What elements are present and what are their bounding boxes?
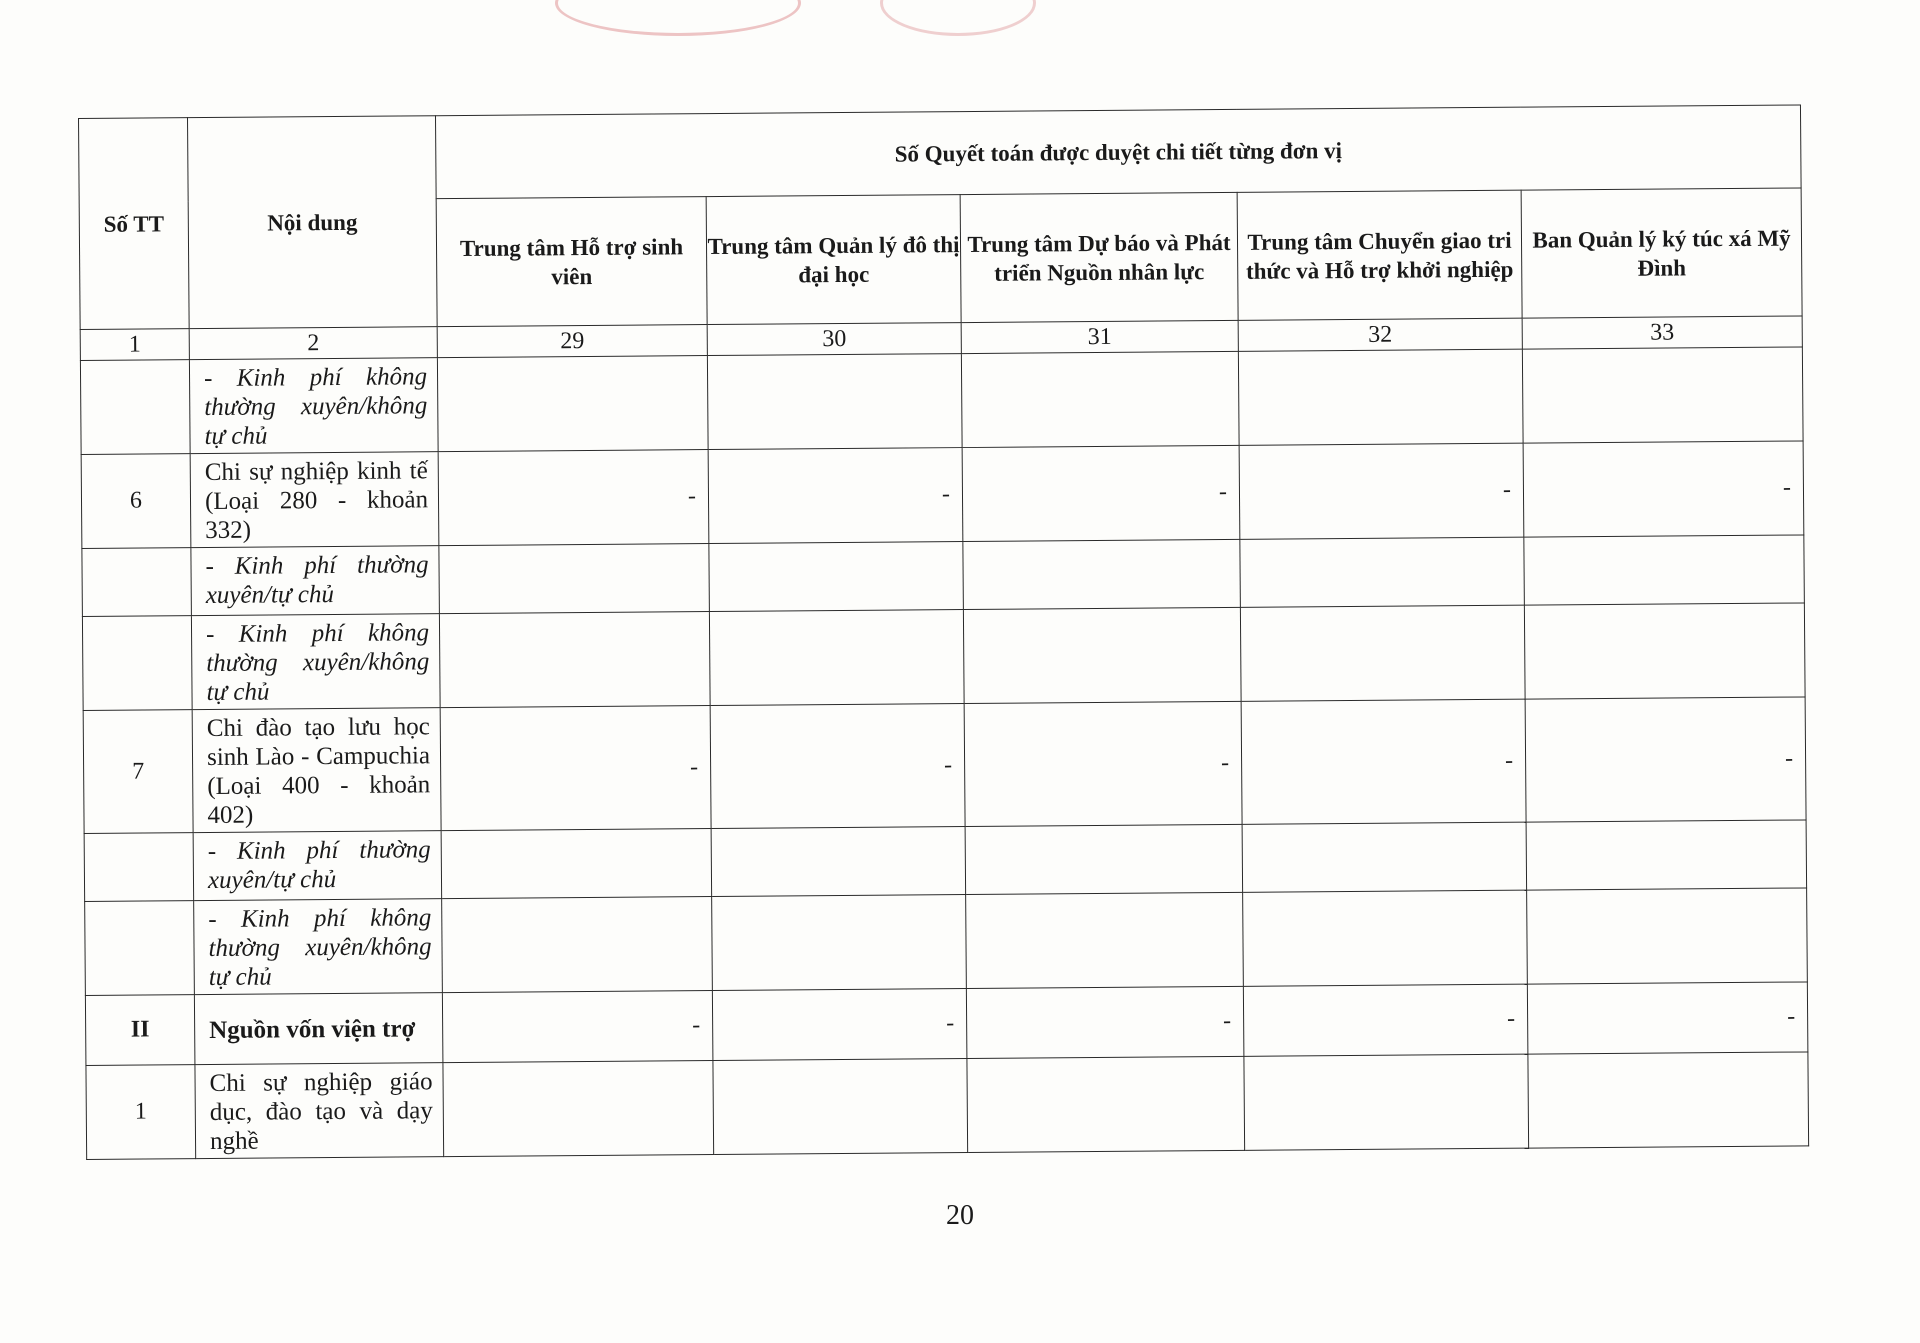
row-value: - [1239,443,1524,539]
row-value [707,354,962,450]
table-row [85,982,1808,1066]
row-value [965,824,1243,894]
row-value [1243,890,1528,986]
row-value [961,351,1239,447]
row-value: - [1523,441,1804,537]
row-value [1522,347,1803,443]
row-content: Chi đào tạo lưu học sinh Lào - Campuchia (Loại 400 - khoản 402) [192,708,441,833]
table-row [83,697,1806,834]
column-number: 31 [961,320,1238,353]
header-stt: Số TT [79,118,190,330]
row-value [1526,820,1807,890]
row-value: - [1525,697,1806,822]
header-unit: Trung tâm Chuyển giao tri thức và Hỗ trợ khởi nghiệp [1237,191,1522,321]
row-value [441,829,712,899]
row-value [1528,1052,1809,1148]
row-value [1240,537,1525,607]
row-content: - Kinh phí không thường xuyên/không tự chủ [191,614,440,710]
table-row [81,441,1804,549]
row-stt [80,360,190,455]
row-stt: 7 [83,710,193,834]
row-value [711,827,966,897]
header-unit: Trung tâm Quản lý đô thị đại học [706,195,961,325]
column-number: 33 [1522,316,1802,349]
row-value: - [712,989,967,1061]
column-number: 30 [707,323,961,356]
table-row [82,603,1805,711]
header-noi-dung: Nội dung [188,116,438,329]
table-body [80,347,1808,1160]
row-stt: 6 [81,454,191,549]
row-value [967,1056,1245,1152]
row-value: - [438,450,709,546]
row-value: - [1241,699,1526,824]
column-number: 32 [1238,318,1522,351]
row-stt: II [85,995,195,1066]
table-row [85,888,1808,996]
row-value: - [1243,984,1528,1056]
column-number: 2 [189,327,437,360]
row-content: Chi sự nghiệp kinh tế (Loại 280 - khoản 332) [190,452,439,548]
row-content: - Kinh phí không thường xuyên/không tự chủ [189,358,438,454]
row-content: - Kinh phí không thường xuyên/không tự chủ [194,899,443,995]
row-value: - [708,448,963,544]
row-value [439,544,710,614]
page-number: 20 [946,1200,974,1231]
row-value [1240,605,1525,701]
row-value [712,895,967,991]
row-value: - [710,704,965,829]
row-value: - [964,701,1242,826]
row-value [442,897,713,993]
row-stt [85,901,195,996]
row-value [1527,888,1808,984]
row-value: - [442,991,713,1063]
row-stt [82,548,192,617]
row-stt: 1 [86,1065,196,1160]
row-value [963,607,1241,703]
table-row [86,1052,1809,1160]
row-value [963,539,1241,609]
table-row [80,347,1803,455]
row-stt [82,616,192,711]
row-value [1524,535,1805,605]
row-value [1244,1054,1529,1150]
row-value [966,892,1244,988]
red-seal-mark [880,0,1036,36]
row-value [437,356,708,452]
row-content: Chi sự nghiệp giáo dục, đào tạo và dạy nghề [195,1063,444,1159]
row-content: - Kinh phí thường xuyên/tự chủ [191,546,440,616]
row-content: Nguồn vốn viện trợ [194,993,443,1065]
row-value: - [1527,982,1808,1054]
row-content: - Kinh phí thường xuyên/tự chủ [193,831,442,901]
red-stamp-mark [555,0,801,36]
header-unit: Ban Quản lý ký túc xá Mỹ Đình [1521,188,1802,318]
column-number: 1 [80,329,189,361]
row-value: - [440,706,711,831]
header-group: Số Quyết toán được duyệt chi tiết từng đơn vị [435,105,1801,199]
row-value: - [962,445,1240,541]
row-value: - [966,986,1244,1058]
row-value [709,542,964,612]
column-number: 29 [437,325,707,358]
row-stt [84,833,194,902]
header-unit: Trung tâm Hỗ trợ sinh viên [436,197,707,327]
document-page [78,104,1808,1159]
row-value [709,610,964,706]
row-value [1238,349,1523,445]
row-value [1242,822,1527,892]
row-value [439,612,710,708]
header-unit: Trung tâm Dự báo và Phát triển Nguồn nhân lực [960,193,1238,323]
row-value [1524,603,1805,699]
row-value [443,1061,714,1157]
settlement-table [78,104,1809,1160]
row-value [713,1059,968,1155]
